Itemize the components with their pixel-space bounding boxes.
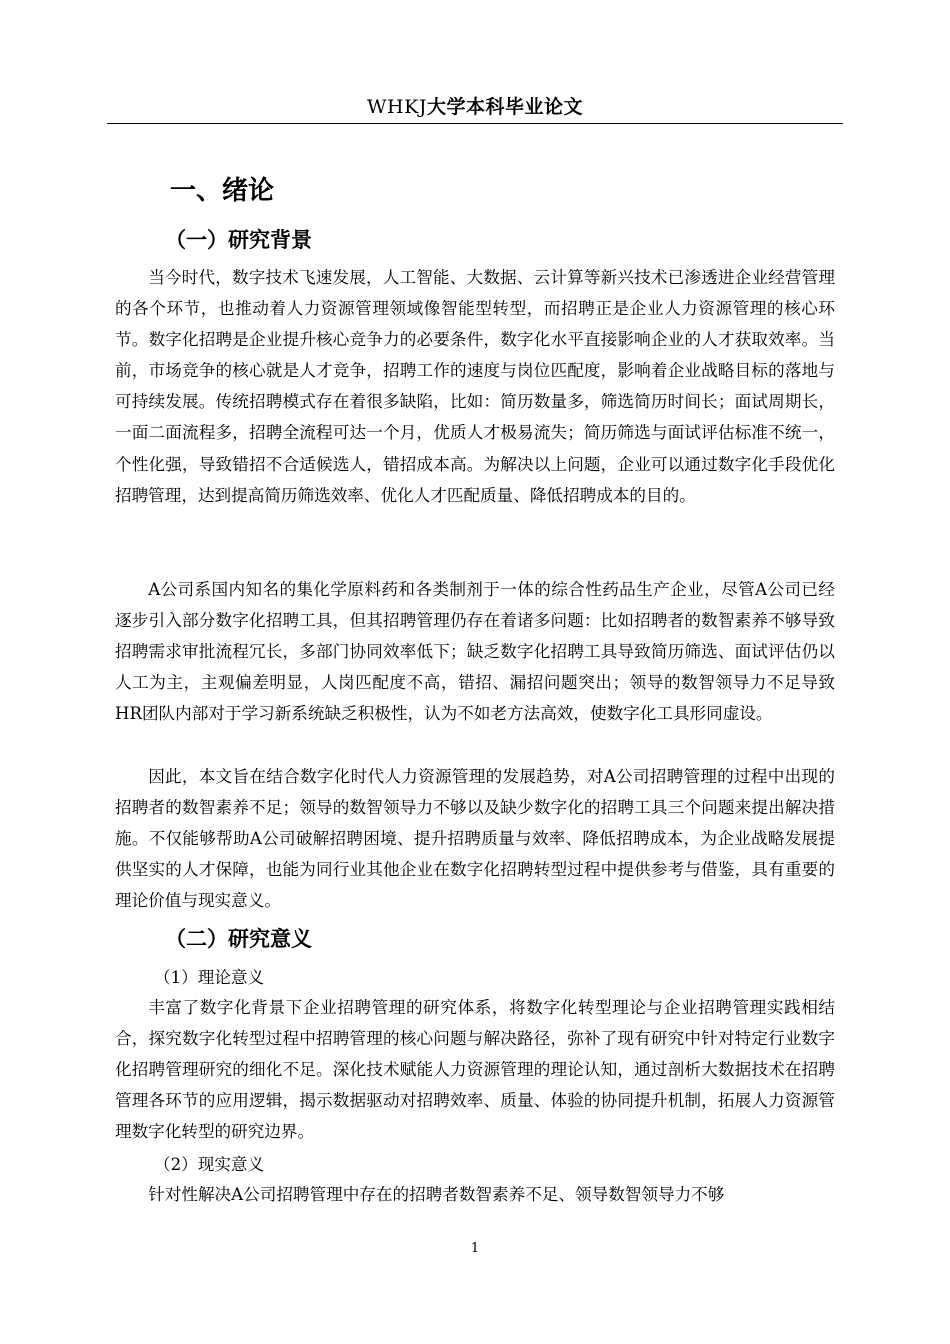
paragraph-background-1: 当今时代，数字技术飞速发展，人工智能、大数据、云计算等新兴技术已渗透进企业经营管理的各个环节，也推动着人力资源管理领域像智能型转型，而招聘正是企业人力资源管理的核心环节。数字化招聘是企业提升核心竞争力的必要条件，数字化水平直接影响企业的人才获取效率。当前，市场竞争的核心就是人才竞争，招聘工作的速度与岗位匹配度，影响着企业战略目标的落地与可持续发展。传统招聘模式存在着很多缺陷，比如：简历数量多，筛选简历时间长；面试周期长，一面二面流程多，招聘全流程可达一个月，优质人才极易流失；简历筛选与面试评估标准不统一，个性化强，导致错招不合适候选人，错招成本高。为解决以上问题，企业可以通过数字化手段优化招聘管理，达到提高简历筛选效率、优化人才匹配质量、降低招聘成本的目的。 (115, 268, 835, 505)
paragraph-theory: 丰富了数字化背景下企业招聘管理的研究体系，将数字化转型理论与企业招聘管理实践相结合，探究数字化转型过程中招聘管理的核心问题与解决路径，弥补了现有研究中针对特定行业数字化招聘管理研究的细化不足。深化技术赋能人力资源管理的理论认知，通过剖析大数据技术在招聘管理各环节的应用逻辑，揭示数据驱动对招聘效率、质量、体验的协同提升机制，拓展人力资源管理数字化转型的研究边界。 (115, 998, 835, 1142)
subsection-title-practice: （2）现实意义 (154, 1155, 265, 1174)
header-school-title: 大学本科毕业论文 (426, 96, 583, 118)
header-rule (107, 123, 843, 124)
paragraph-background-2: A公司系国内知名的集化学原料药和各类制剂于一体的综合性药品生产企业，尽管A公司已经逐步引入部分数字化招聘工具，但其招聘管理仍存在着诸多问题：比如招聘者的数智素养不够导致招聘需求审批流程冗长，多部门协同效率低下；缺乏数字化招聘工具导致简历筛选、面试评估仍以人工为主，主观偏差明显，人岗匹配度不高，错招、漏招问题突出；领导的数智领导力不足导致HR团队内部对于学习新系统缺乏积极性，认为不如老方法高效，使数字化工具形同虚设。 (115, 580, 835, 724)
running-header (107, 93, 843, 123)
header-code: WHKJ (367, 96, 427, 118)
section-title-background: （一）研究背景 (165, 228, 312, 252)
subsection-title-theory: （1）理论意义 (154, 968, 265, 987)
paragraph-practice: 针对性解决A公司招聘管理中存在的招聘者数智素养不足、领导数智领导力不够 (148, 1185, 725, 1204)
page-number: 1 (470, 1241, 480, 1256)
chapter-title: 一、绪论 (170, 176, 275, 206)
section-title-significance: （二）研究意义 (165, 927, 312, 951)
paragraph-background-3: 因此，本文旨在结合数字化时代人力资源管理的发展趋势，对A公司招聘管理的过程中出现的招聘者的数智素养不足；领导的数智领导力不够以及缺少数字化的招聘工具三个问题来提出解决措施。不仅能够帮助A公司破解招聘困境、提升招聘质量与效率、降低招聘成本，为企业战略发展提供坚实的人才保障，也能为同行业其他企业在数字化招聘转型过程中提供参考与借鉴，具有重要的理论价值与现实意义。 (115, 767, 835, 911)
